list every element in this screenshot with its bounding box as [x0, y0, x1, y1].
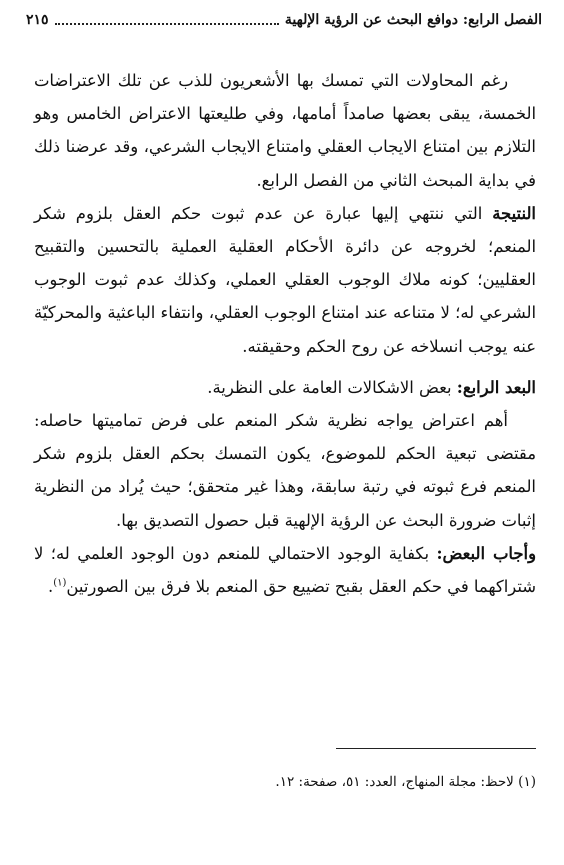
paragraph-5-text: بكفاية الوجود الاحتمالي للمنعم دون الوجود العلمي له؛ لا شتراكهما في حكم العقل بقبح تضييع حق المنعم بلا فرق بين الصورتين [34, 543, 536, 597]
paragraph-3-text: بعض الاشكالات العامة على النظرية. [207, 377, 457, 397]
reply-heading: وأجاب البعض: [436, 543, 537, 563]
chapter-title: الفصل الرابع: دوافع البحث عن الرؤية الإلهية [284, 12, 542, 28]
footnote-1: (١) لاحظ: مجلة المنهاج، العدد: ٥١، صفحة: ١٢. [275, 774, 536, 790]
paragraph-2-text: التي ننتهي إليها عبارة عن عدم ثبوت حكم العقل بلزوم شكر المنعم؛ لخروجه عن دائرة الأحكام العقلية العملية بالتحسين والتقبيح العقليين؛ كونه ملاك الوجوب العقلي العملي، وكذلك عدم ثبوت الوجوب الشرعي له؛ لا متناعه عند امتناع الوجوب العقلي، وانتفاء الباعثية والمحركيّة عنه يوجب انسلاخه عن روح الحكم وحقيقته. [34, 203, 536, 356]
result-heading: النتيجة [492, 203, 536, 223]
running-header [26, 8, 542, 30]
paragraph-2 [34, 197, 536, 363]
section-heading-fourth-dimension: البعد الرابع: [456, 377, 536, 397]
paragraph-1: رغم المحاولات التي تمسك بها الأشعريون للذب عن تلك الاعتراضات الخمسة، يبقى بعضها صامداً أمامها، وفي طليعتها الاعتراض الخامس وهو التلازم بين امتناع الايجاب العقلي وامتناع الايجاب الشرعي، وقد عرضنا ذلك في بداية المبحث الثاني من الفصل الرابع. [34, 71, 536, 190]
paragraph-4: أهم اعتراض يواجه نظرية شكر المنعم على فرض تماميتها حاصله: مقتضى تبعية الحكم للموضوع، يكون التمسك بحكم العقل بلزوم شكر المنعم فرع ثبوته في رتبة سابقة، وهذا غير متحقق؛ حيث يُراد من النظرية إثبات ضرورة البحث عن الرؤية الإلهية قبل حصول التصديق بها. [34, 411, 536, 530]
dotted-leader [55, 23, 279, 25]
paragraph-5 [34, 537, 536, 603]
footnote-divider [336, 748, 536, 749]
body-text [34, 64, 536, 603]
footnote-reference[interactable]: (١) [53, 577, 67, 589]
paragraph-3 [34, 371, 536, 404]
paragraph-5-end: . [48, 577, 54, 597]
page-number: ٢١٥ [26, 12, 49, 28]
